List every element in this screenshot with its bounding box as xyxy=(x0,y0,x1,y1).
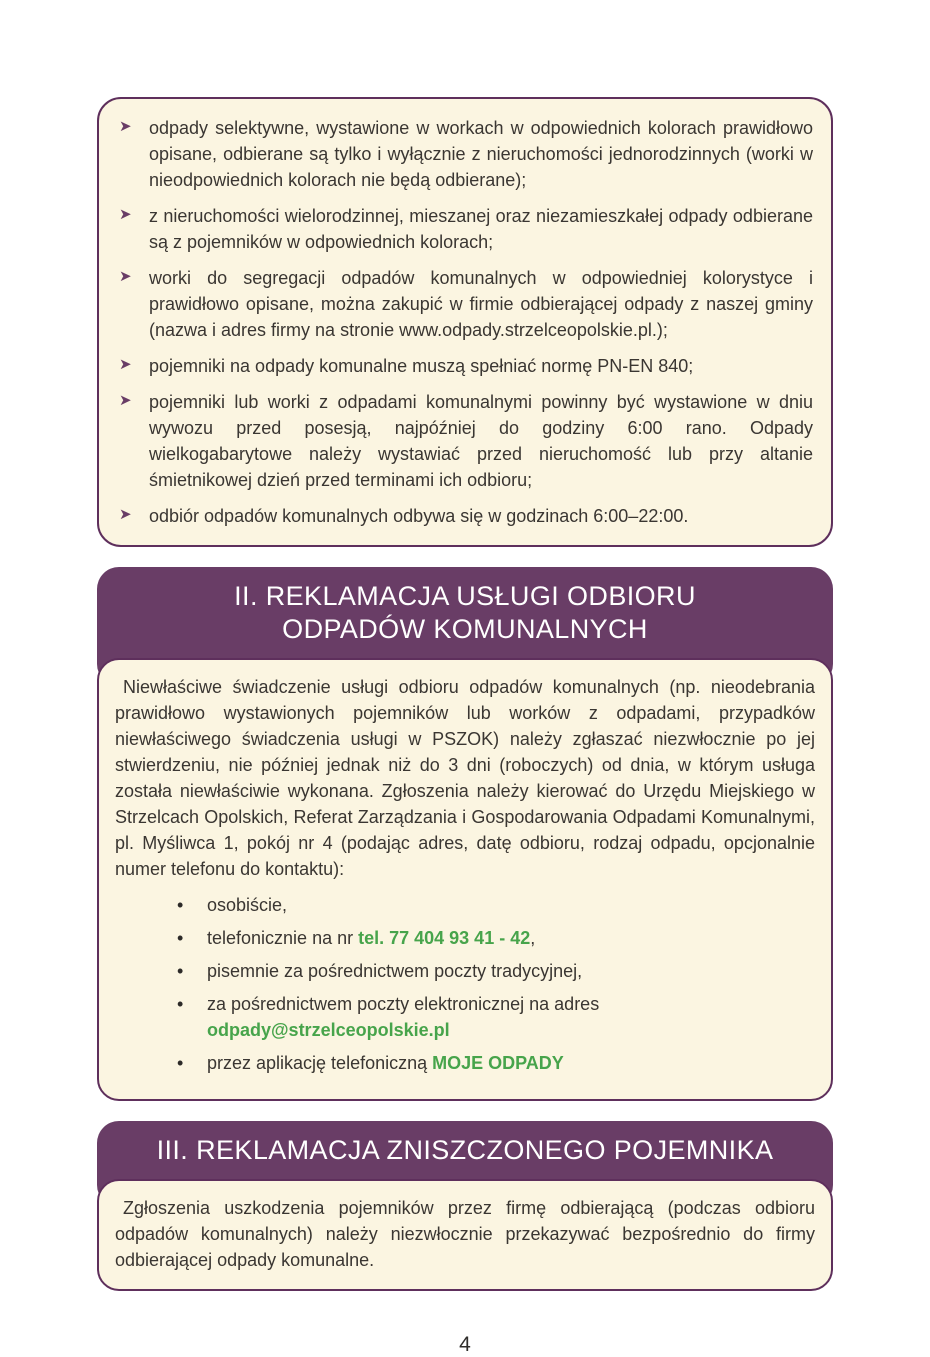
app-name: MOJE ODPADY xyxy=(432,1053,564,1073)
section-title-line2: ODPADÓW KOMUNALNYCH xyxy=(282,614,648,644)
contact-method-text: osobiście, xyxy=(207,895,288,915)
section-complaint-service xyxy=(97,567,833,1101)
list-item xyxy=(99,389,813,493)
waste-rules-box xyxy=(97,97,833,547)
arrow-bullet-icon: ➤ xyxy=(119,506,132,523)
phone-number: tel. 77 404 93 41 - 42 xyxy=(358,928,531,948)
list-item xyxy=(99,203,813,255)
dot-bullet-icon: • xyxy=(177,1053,184,1073)
section-body xyxy=(97,1179,833,1291)
dot-bullet-icon: • xyxy=(177,994,184,1014)
rule-text: worki do segregacji odpadów komunalnych w odpowiedniej kolorystyce i prawidłowo opisane, można zakupić w firmie odbierającej odpady z naszej gminy (nazwa i adres firmy na stronie www.odpady.strzelceopolskie.pl.); xyxy=(149,268,813,340)
contact-method-text: telefonicznie na nr xyxy=(207,928,359,948)
rule-text: pojemniki lub worki z odpadami komunalnymi powinny być wystawione w dniu wywozu przed posesją, najpóźniej do godziny 6:00 rano. Odpady wielkogabarytowe należy wystawiać przed nieruchomość lub przy altanie śmietnikowej dzień przed terminami ich odbioru; xyxy=(149,392,813,490)
section-body xyxy=(97,658,833,1101)
contact-method-text: za pośrednictwem poczty elektronicznej na adres xyxy=(207,994,600,1014)
contact-method-text: pisemnie za pośrednictwem poczty tradycyjnej, xyxy=(207,961,583,981)
arrow-bullet-icon: ➤ xyxy=(119,392,132,409)
arrow-bullet-icon: ➤ xyxy=(119,356,132,373)
section-intro-paragraph: Niewłaściwe świadczenie usługi odbioru odpadów komunalnych (np. nieodebrania prawidłowo wystawionych pojemników lub worków z odpadami, przypadków niewłaściwego świadczenia usługi w PSZOK) należy zgłaszać niezwłocznie po jej stwierdzeniu, nie później jednak niż do 3 dni (roboczych) od dnia, w którym usługa została niewłaściwie wykonana. Zgłoszenia należy kierować do Urzędu Miejskiego w Strzelcach Opolskich, Referat Zarządzania i Gospodarowania Odpadami Komunalnymi, pl. Myśliwca 1, pokój nr 4 (podając adres, datę odbioru, rodzaj odpadu, opcjonalnie numer telefonu do kontaktu): xyxy=(115,677,815,879)
list-item xyxy=(99,503,813,529)
arrow-bullet-icon: ➤ xyxy=(119,268,132,285)
rule-text: odbiór odpadów komunalnych odbywa się w godzinach 6:00–22:00. xyxy=(149,506,689,526)
document-page xyxy=(97,0,833,1357)
email-address: odpady@strzelceopolskie.pl xyxy=(207,1020,450,1040)
section-title-line1: III. REKLAMACJA ZNISZCZONEGO POJEMNIKA xyxy=(156,1135,774,1165)
section-body-paragraph: Zgłoszenia uszkodzenia pojemników przez firmę odbierającą (podczas odbioru odpadów komunalnych) należy niezwłocznie przekazywać bezpośrednio do firmy odbierającej odpady komunalne. xyxy=(115,1198,815,1270)
list-item xyxy=(115,925,815,951)
rule-text: odpady selektywne, wystawione w workach w odpowiednich kolorach prawidłowo opisane, odbierane są tylko i wyłącznie z nieruchomości jednorodzinnych (worki w nieodpowiednich kolorach nie będą odbierane); xyxy=(149,118,813,190)
rule-text: z nieruchomości wielorodzinnej, mieszanej oraz niezamieszkałej odpady odbierane są z pojemników w odpowiednich kolorach; xyxy=(149,206,813,252)
section-complaint-container xyxy=(97,1121,833,1291)
list-item xyxy=(99,115,813,193)
section-title-line1: II. REKLAMACJA USŁUGI ODBIORU xyxy=(234,581,696,611)
list-item xyxy=(115,991,815,1043)
rule-text: pojemniki na odpady komunalne muszą spełniać normę PN-EN 840; xyxy=(149,356,694,376)
arrow-bullet-icon: ➤ xyxy=(119,118,132,135)
contact-methods-list xyxy=(115,892,815,1076)
contact-method-text: przez aplikację telefoniczną xyxy=(207,1053,433,1073)
list-item xyxy=(115,958,815,984)
dot-bullet-icon: • xyxy=(177,895,184,915)
dot-bullet-icon: • xyxy=(177,928,184,948)
list-item xyxy=(99,353,813,379)
list-item xyxy=(99,265,813,343)
arrow-bullet-icon: ➤ xyxy=(119,206,132,223)
dot-bullet-icon: • xyxy=(177,961,184,981)
list-item xyxy=(115,892,815,918)
list-item xyxy=(115,1050,815,1076)
contact-method-suffix: , xyxy=(530,928,536,948)
page-number: 4 xyxy=(459,1333,471,1356)
